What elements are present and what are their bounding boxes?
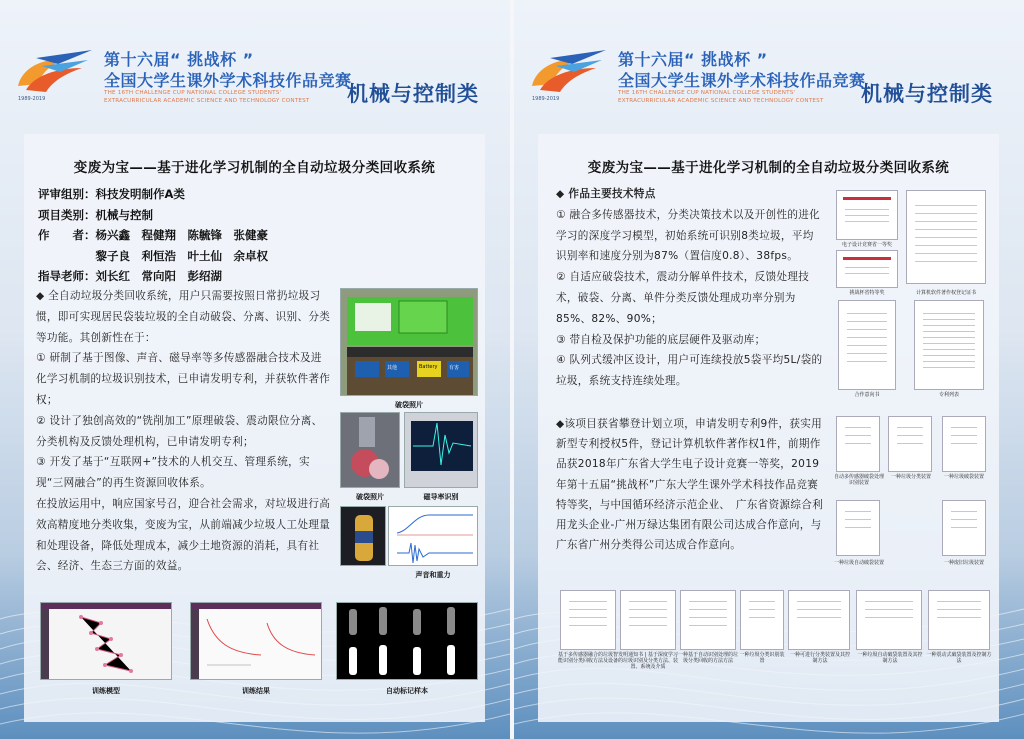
doc-cap-6: 一种垃圾自动破袋装置及其控制方法 — [857, 652, 923, 664]
caption-machine: 破袋照片 — [395, 401, 423, 409]
patent-cert-1 — [836, 416, 880, 472]
cert-cooperation-letter — [838, 300, 896, 390]
desc-point-1: ① 研制了基于图像、声音、磁导率等多传感器融合技术及进化学习机制的垃圾识别技术，已申请发明专利，并获软件著作权； — [36, 352, 331, 406]
patent-doc-4 — [740, 590, 784, 650]
cert-challenge-cup-award — [836, 250, 898, 288]
contest-edition: 第十六届“ 挑战杯 ” — [618, 50, 768, 69]
category-label: 机械与控制类 — [347, 82, 479, 106]
patent-doc-2 — [620, 590, 676, 650]
doc-cap-7: 一种震动式破袋装置及控制方法 — [926, 652, 992, 664]
cap-c4: 合作意向书 — [854, 392, 880, 398]
cap-c8: 一种垃圾破袋装置 — [943, 474, 984, 480]
poster-left — [0, 0, 510, 739]
poster-right — [514, 0, 1024, 739]
bin-label-hazard: 有害 — [449, 365, 460, 371]
category-label: 机械与控制类 — [861, 82, 993, 106]
contest-name-en-1: THE 16TH CHALLENGE CUP NATIONAL COLLEGE STUDENTS' — [104, 90, 282, 96]
meta-authors-cont: 黎子良 利恒浩 叶土仙 余卓权 — [38, 248, 268, 263]
training-model-screenshot — [40, 602, 172, 680]
poster-header — [0, 0, 510, 130]
caption-training-model: 训练模型 — [92, 687, 120, 695]
poster-header — [514, 0, 1024, 130]
cap-c6: 自动多传感器破袋处理识别装置 — [833, 474, 884, 486]
contest-name-en-2: EXTRACURRICULAR ACADEMIC SCIENCE AND TECHNOLOGY CONTEST — [104, 98, 310, 104]
contest-name: 全国大学生课外学术科技作品竞赛 — [104, 71, 352, 90]
patent-doc-7 — [928, 590, 990, 650]
patent-cert-5 — [942, 500, 986, 556]
content-panel — [24, 134, 485, 722]
cap-c1: 电子设计竞赛省一等奖 — [841, 242, 892, 248]
logo-years: 1989-2019 — [532, 96, 560, 102]
desc-intro: ◆ 全自动垃圾分类回收系统，用户只需要按照日常扔垃圾习惯，即可实现居民袋装垃圾的全自动破袋、分离、识别、分类等功能。其创新性在于： — [36, 290, 331, 344]
cap-c2: 挑战杯省特等奖 — [849, 290, 885, 296]
cap-c10: 一种废旧垃圾装置 — [943, 560, 984, 566]
desc-point-3: ③ 开发了基于“互联网+”技术的人机交互、管理系统，实现“三网融合”的再生资源回收体系。 — [36, 456, 310, 490]
doc-cap-4: 一种垃圾分类识别装置 — [739, 652, 785, 664]
caption-sound: 声音和重力 — [415, 571, 451, 579]
doc-cap-2: 发明通知书 | 基于深度学习的垃圾识别及分类方法、装置、系统及介质 — [618, 652, 679, 670]
content-panel — [538, 134, 999, 722]
training-result-screenshot — [190, 602, 322, 680]
doc-cap-3: 一种基于自动识别处理的垃圾分类回收的方法方法 — [678, 652, 739, 664]
sound-gravity-plot — [388, 506, 478, 566]
awards-text: ◆该项目获省攀登计划立项，申请发明专利9件，获实用新型专利授权5件，登记计算机软件著作权1件，前期作品获2018年广东省大学生电子设计竞赛一等奖，2019年第十五届“挑战杯”广东大学生课外学术科技作品竞赛特等奖，与中国循环经济示范企业、 广东省资源综合利用龙头企业-广州万绿达集团有限公司达成合作意向，与广东省广州分类得公司达成合作意向。 — [556, 418, 824, 552]
cap-c3: 计算机软件著作权登记证书 — [915, 290, 976, 296]
doc-cap-5: 一种可进行分类装置及其控制方法 — [789, 652, 850, 664]
contest-name-en-2: EXTRACURRICULAR ACADEMIC SCIENCE AND TECHNOLOGY CONTEST — [618, 98, 824, 104]
caption-magnetic: 磁导率识别 — [423, 493, 459, 501]
patent-doc-6 — [856, 590, 922, 650]
magnetic-permeability-scope — [404, 412, 478, 488]
meta-advisors: 指导老师：刘长红 常向阳 彭绍湖 — [38, 269, 222, 283]
bottle-photo — [340, 506, 386, 566]
cert-patent-list — [914, 300, 984, 390]
project-title: 变废为宝——基于进化学习机制的全自动垃圾分类回收系统 — [73, 160, 436, 176]
feature-1: ① 融合多传感器技术，分类决策技术以及开创性的进化学习的深度学习模型，初始系统可识别8类垃圾，平均识别率和速度分别为87%（置信度0.8）、38fps。 — [556, 208, 821, 263]
patent-cert-4 — [836, 500, 880, 556]
features-heading: ◆ 作品主要技术特点 — [556, 188, 656, 200]
contest-edition: 第十六届“ 挑战杯 ” — [104, 50, 254, 69]
bin-label-other: 其他 — [387, 365, 398, 371]
caption-training-result: 训练结果 — [242, 687, 270, 695]
awards-section — [556, 414, 826, 555]
meta-authors: 作 者：杨兴鑫 程健翔 陈毓锋 张健豪 — [38, 228, 268, 242]
challenge-cup-logo — [526, 46, 610, 102]
patent-doc-5 — [788, 590, 850, 650]
contest-name: 全国大学生课外学术科技作品竞赛 — [618, 71, 866, 90]
cap-c7: 一种垃圾分类装置 — [890, 474, 931, 480]
project-title: 变废为宝——基于进化学习机制的全自动垃圾分类回收系统 — [587, 160, 950, 176]
patent-cert-3 — [942, 416, 986, 472]
desc-benefits: 在投放运用中，响应国家号召，迎合社会需求，对垃圾进行高效高精度地分类收集，变废为宝，从前端减少垃圾人工处理量和处理设备，降低处理成本，减少土地资源的消耗，具有社会、经济、生态三方面的效益。 — [36, 497, 331, 573]
machine-photo — [340, 288, 478, 396]
caption-bag: 破袋照片 — [356, 493, 384, 501]
project-description — [36, 286, 332, 577]
cert-electronics-award — [836, 190, 898, 240]
logo-years: 1989-2019 — [18, 96, 46, 102]
bin-label-battery: Battery — [419, 364, 438, 370]
patent-doc-3 — [680, 590, 736, 650]
bag-photo — [340, 412, 400, 488]
project-meta — [38, 184, 268, 287]
features-section — [556, 184, 824, 392]
patent-cert-2 — [888, 416, 932, 472]
challenge-cup-logo — [12, 46, 96, 102]
doc-cap-1: 基于多传感器融合的垃圾智能识别分类回收方法及设备 — [558, 652, 619, 664]
caption-auto-label: 自动标记样本 — [386, 687, 428, 695]
contest-name-en-1: THE 16TH CHALLENGE CUP NATIONAL COLLEGE STUDENTS' — [618, 90, 796, 96]
cert-software-copyright — [906, 190, 986, 284]
feature-4: ④ 队列式缓冲区设计，用户可连续投放5袋平均5L/袋的垃圾，系统支持连续处理。 — [556, 354, 823, 388]
meta-category: 项目类别：机械与控制 — [38, 207, 153, 222]
feature-3: ③ 带自检及保护功能的底层硬件及驱动库； — [556, 333, 766, 346]
patent-doc-1 — [560, 590, 616, 650]
cap-c9: 一种垃圾自动破袋装置 — [833, 560, 884, 566]
cap-c5: 专利列表 — [938, 392, 959, 398]
meta-group: 评审组别：科技发明制作A类 — [38, 187, 185, 201]
feature-2: ② 自适应破袋技术，震动分解单件技术，反馈处理技术，破袋、分离、单件分类反馈处理成功率分别为85%、82%、90%； — [556, 271, 810, 325]
auto-labeled-samples — [336, 602, 478, 680]
desc-point-2: ② 设计了独创高效的“铣削加工”原理破袋、震动限位分离、分类机构及反馈处理机构，已申请发明专利； — [36, 414, 323, 448]
